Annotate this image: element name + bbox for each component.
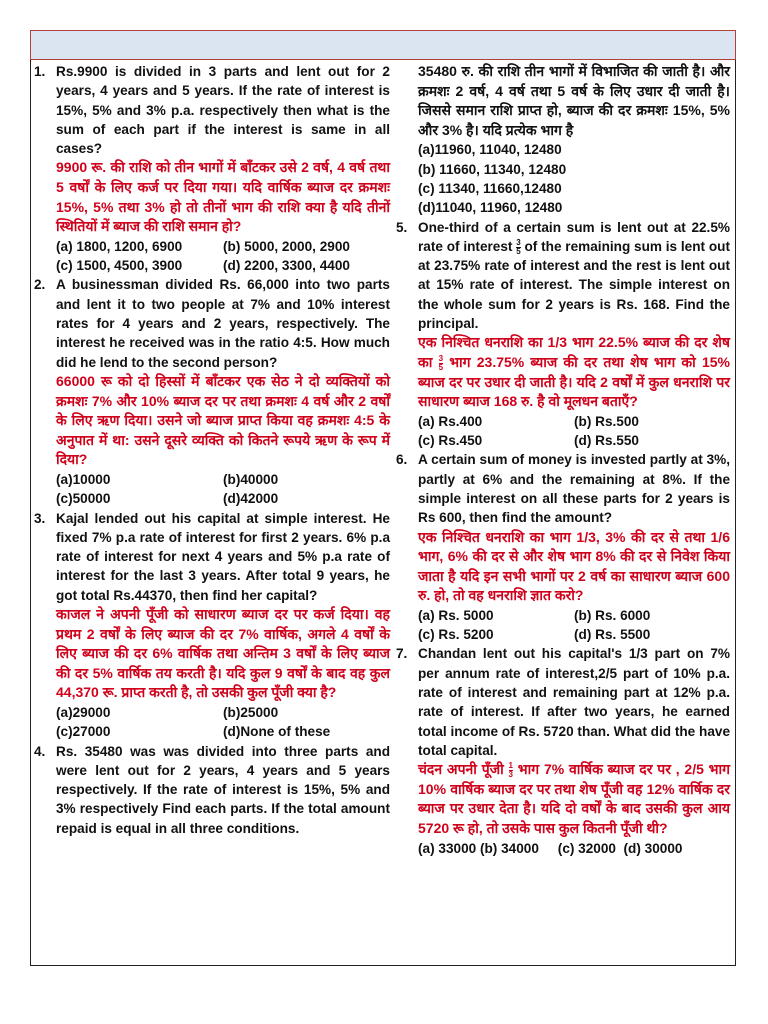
fraction-denominator: 3 xyxy=(508,770,513,780)
option-a: (a) Rs.400 xyxy=(418,413,483,429)
option-d: (d) Rs.550 xyxy=(574,433,639,449)
option-c: (c)27000 xyxy=(56,724,111,740)
question-text-hi xyxy=(396,760,730,838)
question-number: 3. xyxy=(34,510,46,526)
option-c: (c) 11340, 11660,12480 xyxy=(418,180,562,196)
question-text-en-part1: One-third of a certain sum is lent out at 22.5% rate of interest xyxy=(418,219,730,254)
option-b: (b) Rs.500 xyxy=(574,413,639,429)
right-column xyxy=(396,62,730,858)
question-1 xyxy=(34,62,390,158)
option-a: (a)10000 xyxy=(56,471,111,487)
option-a: (a) 1800, 1200, 6900 xyxy=(56,238,183,254)
question-text-en: Chandan lent out his capital's 1/3 part on 7% per annum rate of interest,2/5 part of 10% p.a. rate of interest and remaining part at 12% p.a. rate of interest. If after two years, he earned total income of Rs. 5720 than. What did the have total capital. xyxy=(418,646,730,758)
option-d: (d)11040, 11960, 12480 xyxy=(418,200,563,216)
fraction-denominator: 5 xyxy=(516,246,521,256)
options: (a) 33000 (b) 34000 (c) 32000 (d) 30000 xyxy=(418,840,683,856)
options xyxy=(34,237,390,276)
option-d: (d)42000 xyxy=(223,491,279,507)
question-5 xyxy=(396,218,730,334)
question-number: 1. xyxy=(34,64,46,79)
options xyxy=(396,606,730,645)
question-text-en: A businessman divided Rs. 66,000 into two parts and lent it to two people at 7% and 10% interest rates for 4 years and 2 years, respectively. The interest he received was in the ratio 4:5. How much did he lend to the second person? xyxy=(56,277,390,370)
question-text-hi xyxy=(396,333,730,411)
question-text-hi: काजल ने अपनी पूँजी को साधारण ब्याज दर पर कर्ज दिया। वह प्रथम 2 वर्षों के लिए ब्याज की दर 7% वार्षिक, अगले 4 वर्षों के लिए ब्याज की दर 6% वार्षिक तथा अन्तिम 3 वर्षों के लिए ब्याज की दर 5% वार्षिक तय करती है। यदि कुल 9 वर्षों के बाद वह कुल 44,370 रू. प्राप्त करती है, तो उसकी कुल पूँजी क्या है? xyxy=(56,605,390,701)
option-a: (a)11960, 11040, 12480 xyxy=(418,142,562,158)
question-text-en: Rs.9900 is divided in 3 parts and lent out for 2 years, 4 years and 5 years. If the rate of interest is 15%, 5% and 3% p.a. respectively then what is the sum of each part if the interest is same in all cases? xyxy=(56,64,390,157)
question-number: 5. xyxy=(396,219,408,235)
question-text-hi-part2: भाग 7% वार्षिक ब्याज दर पर , 2/5 भाग 10% वार्षिक ब्याज दर पर तथा शेष पूँजी वह 12% वार्षिक दर ब्याज पर उधार देता है। यदि दो वर्षों के बाद उसकी कुल आय 5720 रू हो, तो उसके पास कुल कितनी पूँजी थी? xyxy=(418,761,731,837)
fraction-denominator: 5 xyxy=(438,362,444,372)
fraction-numerator: 3 xyxy=(438,353,444,363)
option-c: (c) 1500, 4500, 3900 xyxy=(56,258,183,274)
option-d: (d)None of these xyxy=(223,724,331,740)
option-b: (b)40000 xyxy=(223,471,279,487)
option-b: (b) Rs. 6000 xyxy=(574,607,651,623)
question-3 xyxy=(34,509,390,605)
question-number: 2. xyxy=(34,277,46,293)
header-bar xyxy=(30,30,736,60)
question-number: 6. xyxy=(396,452,408,468)
options xyxy=(396,412,730,451)
question-text-en: Rs. 35480 was was divided into three parts and were lent out for 2 years, 4 years and 5 years respectively. If the rate of interest is 15%, 5% and 3% respectively Find each parts. If the total amount repaid is equal in all three conditions. xyxy=(56,743,390,836)
option-b: (b) 11660, 11340, 12480 xyxy=(418,161,567,177)
option-d: (d) 2200, 3300, 4400 xyxy=(223,258,350,274)
options xyxy=(396,140,730,217)
option-c: (c)50000 xyxy=(56,491,111,507)
fraction xyxy=(516,239,520,256)
fraction xyxy=(509,762,513,779)
question-2 xyxy=(34,275,390,371)
question-text-en-part2: of the remaining sum is lent out at 23.75% rate of interest and the rest is lent out at 15% rate of interest. The simple interest on the whole sum for 2 years is Rs. 168. Find the principal. xyxy=(418,238,730,332)
question-number: 7. xyxy=(396,646,408,662)
question-4 xyxy=(34,742,390,838)
option-c: (c) Rs.450 xyxy=(418,433,483,449)
options xyxy=(34,703,390,742)
option-b: (b)25000 xyxy=(223,704,279,720)
options xyxy=(34,470,390,509)
left-column xyxy=(34,62,390,838)
fraction-numerator: 3 xyxy=(516,237,521,247)
question-text-hi-part1: चंदन अपनी पूँजी xyxy=(418,761,504,778)
question-text-hi: एक निश्चित धनराशि का भाग 1/3, 3% की दर से तथा 1/6 भाग, 6% की दर से और शेष भाग 8% की दर से निवेश किया जाता है यदि इन सभी भागों पर 2 वर्ष का साधारण ब्याज 600 रु. हो, तो वह धनराशि ज्ञात करो? xyxy=(418,528,730,604)
question-text-hi: 66000 रू को दो हिस्सों में बाँटकर एक सेठ ने दो व्यक्तियों को क्रमशः 7% और 10% ब्याज दर पर तथा क्रमशः 4 वर्ष और 2 वर्षों के लिए ऋण दिया। उसने जो ब्याज प्राप्त किया वह क्रमशः 4:5 के अनुपात में था: उसने दूसरे व्यक्ति को कितने रूपये ऋण के रूप में दिया? xyxy=(56,372,390,468)
question-number: 4. xyxy=(34,743,46,759)
option-d: (d) Rs. 5500 xyxy=(574,627,651,643)
question-text-hi-part2: भाग 23.75% ब्याज की दर तथा शेष भाग को 15% ब्याज दर पर उधार दी जाती है। यदि 2 वर्षों में कुल धनराशि पर साधारण ब्याज 168 रु. है वो मूलधन बताएँ? xyxy=(418,353,730,410)
question-7 xyxy=(396,644,730,760)
fraction xyxy=(439,355,443,372)
question-4-text-hi: 35480 रु. की राशि तीन भागों में विभाजित की जाती है। और क्रमशः 2 वर्ष, 4 वर्ष तथा 5 वर्ष के लिए उधार दी जाती है। जिससे समान राशि प्राप्त हो, ब्याज की दर क्रमशः 15%, 5% और 3% है। यदि प्रत्येक भाग है xyxy=(418,63,730,138)
option-a: (a)29000 xyxy=(56,704,111,720)
question-text-en: Kajal lended out his capital at simple interest. He fixed 7% p.a rate of interest for first 2 years. 6% p.a rate of interest for next 4 years and 5% p.a rate of interest for the last 3 years. After total 9 years, he got total Rs.44370, then find her capital? xyxy=(56,510,390,603)
option-c: (c) Rs. 5200 xyxy=(418,627,494,643)
fraction-numerator: 1 xyxy=(508,761,513,771)
question-text-en: A certain sum of money is invested partly at 3%, partly at 6% and the remaining at 8%. If the simple interest on all these parts for 2 years is Rs 600, then find the amount? xyxy=(418,452,730,526)
question-text-hi: 9900 रू. की राशि को तीन भागों में बाँटकर उसे 2 वर्ष, 4 वर्ष तथा 5 वर्षों के लिए कर्ज पर दिया गया। यदि वार्षिक ब्याज दर क्रमशः 15%, 5% तथा 3% हो तो तीनों भाग की राशि क्या है यदि तीनों स्थितियों में ब्याज की राशि समान हो? xyxy=(56,159,390,235)
option-a: (a) Rs. 5000 xyxy=(418,607,494,623)
option-b: (b) 5000, 2000, 2900 xyxy=(223,238,350,254)
question-text-hi-part1: एक निश्चित धनराशि का 1/3 भाग 22.5% ब्याज की दर शेष का xyxy=(418,334,730,370)
question-6 xyxy=(396,450,730,527)
